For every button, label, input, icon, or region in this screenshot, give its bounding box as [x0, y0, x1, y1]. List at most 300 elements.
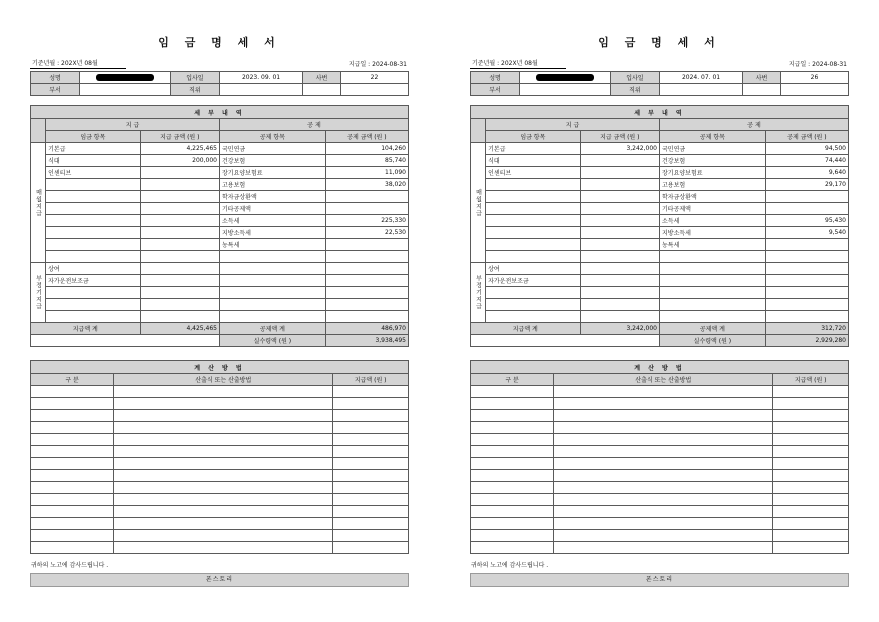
pay-date: [787, 59, 849, 69]
pay-date-value: 2024-08-31: [812, 61, 847, 68]
table-row: [31, 263, 409, 275]
ded-item: [659, 311, 765, 323]
calc-cell-c: [773, 458, 849, 470]
ded-amount: [765, 239, 848, 251]
calc-cell-c: [773, 506, 849, 518]
hire-label: 입사일: [610, 72, 659, 84]
calc-cell-a: [31, 410, 114, 422]
pay-amount: [140, 191, 219, 203]
pay-item: [486, 179, 581, 191]
calc-cell-b: [554, 410, 773, 422]
empno-value: 22: [340, 72, 408, 84]
table-row: [471, 287, 849, 299]
name-label: 성명: [471, 72, 520, 84]
calc-cell-a: [31, 542, 114, 554]
ded-amount: [765, 275, 848, 287]
table-row: [31, 458, 409, 470]
table-row: [471, 84, 849, 96]
detail-table: [30, 105, 409, 347]
table-row: [31, 386, 409, 398]
ded-item: 소득세: [659, 215, 765, 227]
pay-item: [486, 191, 581, 203]
bonus-item: [486, 311, 581, 323]
ded-item: 지방소득세: [659, 227, 765, 239]
calc-cell-a: [31, 506, 114, 518]
calc-cell-c: [333, 434, 409, 446]
calc-cell-a: [471, 410, 554, 422]
calc-col-2: 산출식 또는 산출방법: [114, 374, 333, 386]
ded-item: [659, 263, 765, 275]
calc-cell-b: [554, 422, 773, 434]
calc-cell-b: [114, 434, 333, 446]
table-row: [31, 506, 409, 518]
calc-cell-a: [31, 470, 114, 482]
table-row: [471, 263, 849, 275]
net-value: 3,938,495: [325, 335, 408, 347]
calc-cell-b: [554, 434, 773, 446]
name-label: 성명: [31, 72, 80, 84]
table-row: [471, 374, 849, 386]
pay-date-value: 2024-08-31: [372, 61, 407, 68]
pay-amount: [580, 179, 659, 191]
ded-amount: [765, 251, 848, 263]
hire-value: 2023. 09. 01: [219, 72, 302, 84]
calc-cell-a: [471, 386, 554, 398]
pay-item: [46, 179, 141, 191]
pay-item: [46, 215, 141, 227]
table-row: [471, 227, 849, 239]
calc-col-3: 지급액 (원 ): [773, 374, 849, 386]
spacer: [30, 96, 409, 105]
footer-bar: 폰스토리: [30, 573, 409, 587]
footer-bar: 폰스토리: [470, 573, 849, 587]
pay-amount: [140, 215, 219, 227]
pay-amount: [140, 239, 219, 251]
bonus-item: [46, 287, 141, 299]
bonus-item: [486, 299, 581, 311]
calc-cell-b: [114, 494, 333, 506]
ded-amount: [765, 299, 848, 311]
calc-title: 계 산 방 법: [31, 361, 409, 374]
pay-amount: 3,242,000: [580, 143, 659, 155]
calc-cell-a: [31, 458, 114, 470]
page-title: 임 금 명 세 서: [158, 36, 281, 49]
table-row: [471, 167, 849, 179]
title-label: 직위: [170, 84, 219, 96]
calc-cell-b: [554, 542, 773, 554]
calc-cell-a: [471, 506, 554, 518]
table-row: [31, 155, 409, 167]
net-label: 실수령액 (원 ): [219, 335, 325, 347]
pay-item: 인센티브: [486, 167, 581, 179]
table-row: [31, 131, 409, 143]
table-row: [31, 215, 409, 227]
title-label: 직위: [610, 84, 659, 96]
table-row: [471, 398, 849, 410]
calc-cell-b: [114, 470, 333, 482]
table-row: [31, 227, 409, 239]
calc-cell-a: [31, 482, 114, 494]
table-row: [31, 542, 409, 554]
table-row: [471, 179, 849, 191]
table-row: [31, 191, 409, 203]
redaction-bar: [96, 74, 154, 81]
pay-amount: [140, 227, 219, 239]
ded-amount: [325, 263, 408, 275]
dept-label: 부서: [31, 84, 80, 96]
ded-item: 장기요양보험료: [659, 167, 765, 179]
calc-cell-c: [773, 518, 849, 530]
ded-amount: 38,020: [325, 179, 408, 191]
calc-cell-c: [333, 470, 409, 482]
table-row: [471, 458, 849, 470]
title-value: [659, 84, 742, 96]
title-value: [219, 84, 302, 96]
side-spacer: [471, 119, 486, 143]
net-spacer: [471, 335, 660, 347]
base-month-value: 202X년 08월: [61, 60, 98, 67]
info-blank-1: [743, 84, 781, 96]
calc-cell-a: [31, 518, 114, 530]
table-row: [471, 470, 849, 482]
pay-amount: [580, 203, 659, 215]
calc-cell-b: [114, 410, 333, 422]
calc-cell-c: [333, 398, 409, 410]
ded-item: 기타공제액: [659, 203, 765, 215]
table-row: [471, 119, 849, 131]
side-monthly-label: 매월지급: [471, 143, 486, 263]
total-pay-label: 지급액 계: [471, 323, 581, 335]
col-pay-item: 임금 항목: [46, 131, 141, 143]
pay-amount: [580, 239, 659, 251]
pay-item: 인센티브: [46, 167, 141, 179]
ded-item: 농특세: [659, 239, 765, 251]
total-ded-label: 공제액 계: [219, 323, 325, 335]
table-row: [471, 143, 849, 155]
calc-table: [470, 360, 849, 554]
pay-date-label: 지급일 :: [348, 61, 371, 68]
col-ded-amount: 공제 금액 (원 ): [765, 131, 848, 143]
pay-item: [486, 203, 581, 215]
ded-amount: [765, 311, 848, 323]
calc-cell-a: [31, 434, 114, 446]
table-row: [31, 494, 409, 506]
table-row: [31, 275, 409, 287]
table-row: [31, 398, 409, 410]
ded-amount: 9,640: [765, 167, 848, 179]
calc-col-2: 산출식 또는 산출방법: [554, 374, 773, 386]
calc-cell-b: [554, 506, 773, 518]
calc-cell-c: [773, 398, 849, 410]
ded-amount: [765, 191, 848, 203]
table-row: [31, 422, 409, 434]
side-spacer: [31, 119, 46, 143]
detail-title: 세 부 내 역: [471, 106, 849, 119]
table-row: [471, 275, 849, 287]
hire-label: 입사일: [170, 72, 219, 84]
calc-cell-c: [773, 470, 849, 482]
spacer: [470, 96, 849, 105]
bonus-amount: [580, 275, 659, 287]
col-ded-item: 공제 항목: [219, 131, 325, 143]
pay-amount: [580, 215, 659, 227]
total-pay-value: 3,242,000: [580, 323, 659, 335]
base-month: [470, 58, 566, 69]
bonus-item: [46, 299, 141, 311]
bonus-item: 상여: [46, 263, 141, 275]
ded-item: 국민연금: [219, 143, 325, 155]
table-row: [31, 84, 409, 96]
pay-item: 식대: [46, 155, 141, 167]
bonus-amount: [140, 275, 219, 287]
calc-cell-a: [471, 470, 554, 482]
table-row: [31, 143, 409, 155]
ded-amount: [325, 311, 408, 323]
table-row: [31, 530, 409, 542]
pay-amount: 4,225,465: [140, 143, 219, 155]
calc-cell-c: [333, 482, 409, 494]
ded-amount: [325, 251, 408, 263]
total-ded-label: 공제액 계: [659, 323, 765, 335]
meta-row: [30, 58, 409, 69]
calc-cell-a: [471, 398, 554, 410]
ded-amount: 104,260: [325, 143, 408, 155]
table-row: [31, 203, 409, 215]
pay-amount: [140, 179, 219, 191]
calc-cell-c: [333, 518, 409, 530]
table-row: [31, 323, 409, 335]
side-monthly-label: 매월지급: [31, 143, 46, 263]
calc-cell-a: [471, 482, 554, 494]
table-row: [31, 361, 409, 374]
pay-item: [46, 251, 141, 263]
table-row: [471, 494, 849, 506]
detail-title: 세 부 내 역: [31, 106, 409, 119]
base-month: [30, 58, 126, 69]
ded-item: 기타공제액: [219, 203, 325, 215]
ded-amount: 95,430: [765, 215, 848, 227]
calc-cell-c: [333, 410, 409, 422]
pay-date: [347, 59, 409, 69]
ded-item: [659, 275, 765, 287]
calc-col-1: 구 분: [471, 374, 554, 386]
ded-item: 고용보험: [659, 179, 765, 191]
payslip-left: [0, 0, 439, 622]
empno-label: 사번: [303, 72, 341, 84]
ded-amount: 9,540: [765, 227, 848, 239]
meta-row: [470, 58, 849, 69]
calc-cell-a: [471, 446, 554, 458]
calc-cell-c: [773, 494, 849, 506]
calc-cell-c: [333, 386, 409, 398]
calc-cell-c: [773, 422, 849, 434]
ded-amount: [765, 263, 848, 275]
redaction-bar: [536, 74, 594, 81]
table-row: [471, 410, 849, 422]
bonus-item: 상여: [486, 263, 581, 275]
table-row: [471, 72, 849, 84]
bonus-item: 자가운전보조금: [46, 275, 141, 287]
dept-label: 부서: [471, 84, 520, 96]
bonus-amount: [580, 311, 659, 323]
ded-item: [659, 251, 765, 263]
base-month-label: 기준년월 :: [472, 60, 500, 67]
col-pay-item: 임금 항목: [486, 131, 581, 143]
ded-amount: [325, 275, 408, 287]
calc-cell-a: [31, 386, 114, 398]
pay-item: [486, 251, 581, 263]
ded-amount: [325, 191, 408, 203]
detail-table: [470, 105, 849, 347]
ded-amount: 22,530: [325, 227, 408, 239]
table-row: [31, 72, 409, 84]
name-value: [80, 72, 171, 84]
thanks-note: 귀하의 노고에 감사드립니다 .: [31, 562, 109, 569]
calc-cell-b: [114, 458, 333, 470]
table-row: [471, 422, 849, 434]
calc-cell-b: [114, 506, 333, 518]
calc-section: [470, 360, 849, 554]
ded-amount: 85,740: [325, 155, 408, 167]
table-row: [31, 446, 409, 458]
calc-col-3: 지급액 (원 ): [333, 374, 409, 386]
table-row: [471, 542, 849, 554]
ded-amount: 74,440: [765, 155, 848, 167]
pay-amount: [140, 251, 219, 263]
calc-cell-c: [773, 386, 849, 398]
calc-cell-b: [554, 398, 773, 410]
table-row: [471, 215, 849, 227]
ded-amount: 11,090: [325, 167, 408, 179]
table-row: [471, 506, 849, 518]
calc-cell-b: [554, 446, 773, 458]
calc-cell-a: [31, 494, 114, 506]
table-row: [31, 434, 409, 446]
bonus-amount: [140, 311, 219, 323]
bonus-item: [46, 311, 141, 323]
table-row: [471, 299, 849, 311]
calc-cell-b: [554, 458, 773, 470]
table-row: [471, 386, 849, 398]
table-row: [471, 323, 849, 335]
bonus-amount: [140, 263, 219, 275]
ded-item: 학자금상환액: [659, 191, 765, 203]
pay-amount: [580, 155, 659, 167]
pay-item: [46, 227, 141, 239]
table-row: [471, 518, 849, 530]
calc-cell-a: [471, 422, 554, 434]
bonus-item: 자가운전보조금: [486, 275, 581, 287]
calc-cell-b: [114, 542, 333, 554]
pay-amount: [580, 191, 659, 203]
calc-cell-b: [114, 386, 333, 398]
pay-amount: [580, 167, 659, 179]
table-row: [31, 470, 409, 482]
table-row: [31, 374, 409, 386]
table-row: [31, 299, 409, 311]
table-row: [31, 239, 409, 251]
ded-item: [219, 275, 325, 287]
calc-cell-b: [114, 518, 333, 530]
table-row: [471, 482, 849, 494]
table-row: [31, 167, 409, 179]
col-pay-amount: 지급 금액 (원 ): [140, 131, 219, 143]
calc-cell-a: [471, 542, 554, 554]
pay-item: 식대: [486, 155, 581, 167]
calc-cell-b: [114, 398, 333, 410]
net-value: 2,929,280: [765, 335, 848, 347]
calc-cell-a: [471, 458, 554, 470]
ded-item: [219, 311, 325, 323]
dept-value: [520, 84, 611, 96]
name-value: [520, 72, 611, 84]
ded-amount: 29,170: [765, 179, 848, 191]
ded-item: 학자금상환액: [219, 191, 325, 203]
calc-col-1: 구 분: [31, 374, 114, 386]
calc-cell-a: [471, 494, 554, 506]
net-spacer: [31, 335, 220, 347]
ded-item: 국민연금: [659, 143, 765, 155]
table-row: [471, 191, 849, 203]
pay-group-label: 지 급: [486, 119, 660, 131]
total-ded-value: 486,970: [325, 323, 408, 335]
total-ded-value: 312,720: [765, 323, 848, 335]
calc-cell-a: [471, 518, 554, 530]
calc-cell-a: [471, 434, 554, 446]
ded-item: 장기요양보험료: [219, 167, 325, 179]
col-ded-amount: 공제 금액 (원 ): [325, 131, 408, 143]
pay-date-label: 지급일 :: [788, 61, 811, 68]
table-row: [471, 239, 849, 251]
ded-item: 건강보험: [219, 155, 325, 167]
calc-cell-b: [114, 530, 333, 542]
pay-group-label: 지 급: [46, 119, 220, 131]
bonus-amount: [140, 287, 219, 299]
calc-cell-a: [31, 398, 114, 410]
col-ded-item: 공제 항목: [659, 131, 765, 143]
base-month-value: 202X년 08월: [501, 60, 538, 67]
calc-cell-b: [554, 530, 773, 542]
ded-item: [219, 299, 325, 311]
ded-group-label: 공 제: [219, 119, 408, 131]
ded-item: 지방소득세: [219, 227, 325, 239]
ded-amount: [325, 239, 408, 251]
ded-group-label: 공 제: [659, 119, 848, 131]
pay-item: 기본급: [46, 143, 141, 155]
ded-amount: [325, 287, 408, 299]
calc-cell-c: [773, 482, 849, 494]
ded-item: [219, 251, 325, 263]
pay-item: [486, 227, 581, 239]
bonus-amount: [580, 263, 659, 275]
calc-cell-c: [333, 446, 409, 458]
employee-info-table: [470, 71, 849, 96]
pay-item: 기본급: [486, 143, 581, 155]
table-row: [31, 179, 409, 191]
calc-cell-c: [333, 494, 409, 506]
calc-cell-c: [333, 506, 409, 518]
total-pay-value: 4,425,465: [140, 323, 219, 335]
bonus-amount: [580, 287, 659, 299]
payslip-right: [440, 0, 879, 622]
calc-cell-b: [114, 422, 333, 434]
empno-value: 26: [780, 72, 848, 84]
pay-item: [486, 239, 581, 251]
calc-cell-b: [554, 482, 773, 494]
pay-amount: [140, 203, 219, 215]
table-row: [31, 410, 409, 422]
calc-cell-b: [114, 482, 333, 494]
